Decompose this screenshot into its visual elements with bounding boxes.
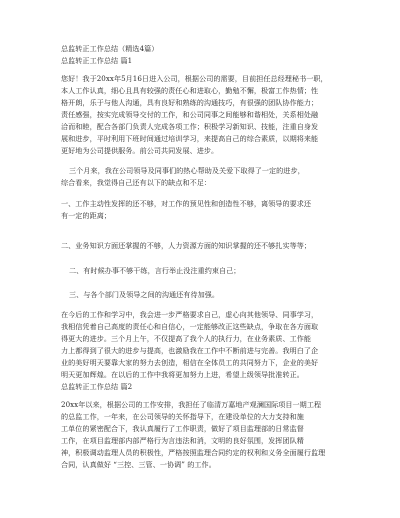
para-4-line: 20xx年以来，根据公司的工作安排，我担任了临清万嘉地产观澜国际项目一期工程	[61, 400, 322, 409]
para-1-line: 格开朗，乐于与他人沟通，具有良好和熟练的沟通技巧，有很强的团队协作能力；	[61, 98, 319, 107]
para-1-line: 洽而和睦，配合各部门负责人完成各项工作；积极学习新知识、技能，注重自身发	[61, 122, 319, 131]
para-2-line: 综合看来，我觉得自己还有以下的缺点和不足：	[61, 178, 212, 187]
section-heading-2: 总监转正工作总结 篇2	[61, 382, 133, 391]
shortcoming-4-line: 三、与各个部门及领导之间的沟通还有待加强。	[69, 290, 220, 299]
para-1-line: 展和进步，平时利用下班时间通过培训学习，来提高自己的综合素质，以期将来能	[61, 134, 319, 143]
para-4-line: 工作，在项目监理部内部严格行为言违法和消，文明的良好氛围，发挥团队精	[61, 436, 304, 445]
para-4-line: 工单位的紧密配合下，我认真履行了工作职责，做好了项目监理部的日常监督	[61, 424, 304, 433]
shortcoming-2-line: 二、业务知识方面还掌握的不够，人力资源方面的知识掌握的还不够扎实等等；	[61, 241, 312, 250]
para-3-line: 业的美好明天要靠大家的努力去创造，相信在全体员工的共同努力下，企业的美好	[61, 358, 319, 367]
para-2-line: 三个月来，我在公司领导及同事们的热心帮助及关爱下取得了一定的进步，	[69, 166, 305, 175]
doc-title: 总监转正工作总结（精选4篇）	[61, 44, 159, 53]
para-1-line: 更好地为公司提供服务。前公司共同发展、进步。	[61, 146, 219, 155]
shortcoming-1-line: 一、工作主动性发挥的还不够，对工作的预见性和创造性不够，离领导的要求还	[61, 199, 312, 208]
section-heading-1: 总监转正工作总结 篇1	[61, 56, 133, 65]
para-3-line: 我相信凭着自己高度的责任心和自信心，一定能够改正这些缺点，争取在各方面取	[61, 322, 319, 331]
para-1-line: 本人工作认真，细心且具有较强的责任心和进取心，勤勉不懈，极富工作热情；性	[61, 86, 319, 95]
para-1-line: 责任感强，按实完成领导交付的工作，和公司同事之间能够和谐相处，关系相处融	[61, 110, 319, 119]
para-3-line: 明天更加辉煌。在以后的工作中我将更加努力上进，希望上级领导批准转正。	[61, 370, 304, 379]
para-4-line: 合同，认真做好 “三控、三管、一协调” 的工作。	[61, 460, 216, 469]
shortcoming-1-line: 有一定的距离；	[61, 211, 112, 220]
para-4-line: 神，积极调动监理人员的积极性，严格按照监理合同约定的权利和义务全面履行监理	[61, 448, 326, 457]
shortcoming-3-line: 二、有时候办事不够干练，言行举止没注重约束自己；	[69, 266, 241, 275]
para-3-line: 得更大的进步。三个月上午，不仅提高了我个人的执行力，在业务素质、工作能	[61, 334, 312, 343]
para-3-line: 在今后的工作和学习中，我会进一步严格要求自己，虚心向其他领导、同事学习，	[61, 310, 319, 319]
para-3-line: 力上都得到了很大的进步与提高，也激励我在工作中不断前进与完善。我明白了企	[61, 346, 319, 355]
para-4-line: 的总监工作，一年来，在公司领导的关怀指导下，在建设单位的大力支持和施	[61, 412, 304, 421]
para-1-line: 您好！我于20xx年5月16日进入公司，根据公司的需要，目前担任总经理秘书一职，	[61, 74, 328, 83]
